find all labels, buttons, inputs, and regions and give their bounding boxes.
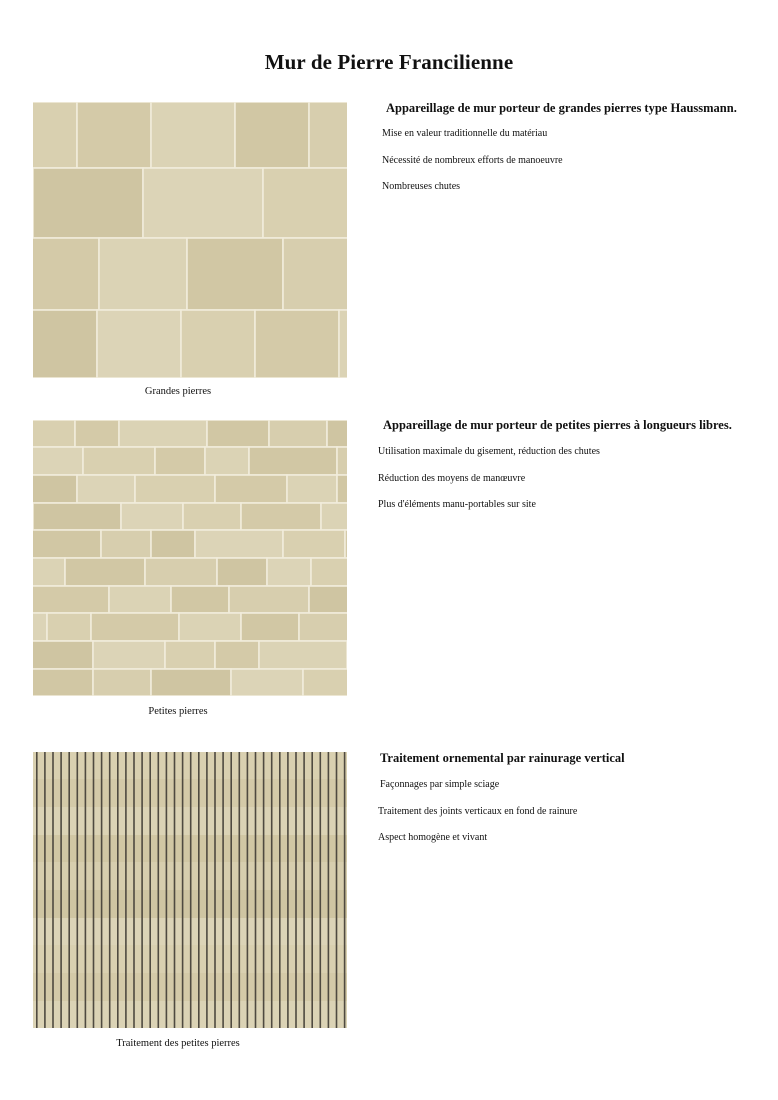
stone-block: [33, 420, 75, 447]
groove-line: [287, 752, 289, 1028]
groove-line: [336, 752, 338, 1028]
large-stones-caption: Grandes pierres: [144, 386, 212, 397]
small-stones-heading: Appareillage de mur porteur de petites pierres à longueurs libres.: [383, 418, 732, 432]
groove-line: [328, 752, 330, 1028]
stone-block: [121, 503, 183, 530]
stone-block: [101, 530, 151, 558]
large-stones-point-1: Mise en valeur traditionnelle du matériau: [382, 128, 548, 139]
groove-line: [141, 752, 143, 1028]
stone-block: [183, 503, 241, 530]
stone-block: [33, 102, 77, 168]
stone-block: [93, 641, 165, 669]
groove-line: [214, 752, 216, 1028]
stone-block: [143, 168, 263, 238]
groove-line: [320, 752, 322, 1028]
groove-line: [68, 752, 70, 1028]
groove-line: [247, 752, 249, 1028]
large-stones-point-3: Nombreuses chutes: [382, 181, 461, 192]
stone-block: [33, 586, 109, 613]
stone-block: [165, 641, 215, 669]
stone-block: [187, 238, 283, 310]
stone-block: [327, 420, 347, 447]
groove-line: [344, 752, 346, 1028]
stone-block: [249, 447, 337, 475]
groove-line: [166, 752, 168, 1028]
stone-block: [299, 613, 347, 641]
stone-block: [33, 641, 93, 669]
stone-block: [269, 420, 327, 447]
stone-block: [33, 310, 97, 378]
stone-block: [303, 669, 347, 696]
grooved-stones-texture: [33, 752, 347, 1028]
stone-block: [33, 475, 77, 503]
stone-block: [321, 503, 347, 530]
stone-block: [345, 530, 347, 558]
stone-block: [339, 310, 347, 378]
stone-block: [287, 475, 337, 503]
stone-block: [195, 530, 283, 558]
small-stones-point-2: Réduction des moyens de manœuvre: [378, 473, 526, 484]
groove-line: [230, 752, 232, 1028]
stone-block: [33, 530, 101, 558]
grooved-stones-caption: Traitement des petites pierres: [116, 1038, 240, 1049]
stone-block: [155, 447, 205, 475]
groove-line: [206, 752, 208, 1028]
page-title: Mur de Pierre Francilienne: [264, 50, 514, 74]
stone-block: [179, 613, 241, 641]
large-stones-heading: Appareillage de mur porteur de grandes pierres type Haussmann.: [386, 101, 737, 115]
grooved-stones-point-3: Aspect homogène et vivant: [378, 832, 488, 843]
stone-block: [283, 530, 345, 558]
stone-block: [135, 475, 215, 503]
stone-block: [241, 613, 299, 641]
stone-block: [207, 420, 269, 447]
grooved-stones-point-2: Traitement des joints verticaux en fond de rainure: [378, 806, 578, 817]
groove-line: [85, 752, 87, 1028]
stone-block: [33, 669, 93, 696]
groove-line: [295, 752, 297, 1028]
groove-line: [222, 752, 224, 1028]
stone-block: [171, 586, 229, 613]
stone-block: [77, 102, 151, 168]
stone-block: [47, 613, 91, 641]
stone-block: [33, 238, 99, 310]
groove-line: [60, 752, 62, 1028]
groove-line: [255, 752, 257, 1028]
groove-line: [271, 752, 273, 1028]
stone-block: [33, 613, 47, 641]
stone-block: [77, 475, 135, 503]
small-stones-texture: [33, 420, 347, 696]
stone-block: [83, 447, 155, 475]
groove-line: [36, 752, 38, 1028]
small-stones-caption: Petites pierres: [148, 706, 208, 717]
stone-block: [215, 641, 259, 669]
stone-block: [33, 447, 83, 475]
stone-block: [109, 586, 171, 613]
stone-block: [263, 168, 347, 238]
large-stones-point-2: Nécessité de nombreux efforts de manoeuvre: [382, 155, 563, 166]
groove-line: [303, 752, 305, 1028]
groove-line: [133, 752, 135, 1028]
stone-block: [267, 558, 311, 586]
stone-block: [151, 669, 231, 696]
groove-line: [182, 752, 184, 1028]
stone-block: [231, 669, 303, 696]
stone-block: [337, 447, 347, 475]
stone-block: [311, 558, 347, 586]
large-stones-texture: [33, 102, 347, 378]
grooved-stones-point-1: Façonnages par simple sciage: [380, 779, 500, 790]
stone-block: [181, 310, 255, 378]
stone-block: [283, 238, 347, 310]
stone-block: [337, 475, 347, 503]
small-stones-point-3: Plus d'éléments manu-portables sur site: [378, 499, 536, 510]
stone-block: [33, 558, 65, 586]
stone-block: [255, 310, 339, 378]
stone-block: [235, 102, 309, 168]
groove-line: [158, 752, 160, 1028]
stone-block: [33, 503, 121, 530]
small-stones-point-1: Utilisation maximale du gisement, réduction des chutes: [378, 446, 600, 457]
groove-line: [279, 752, 281, 1028]
stone-block: [151, 530, 195, 558]
stone-block: [241, 503, 321, 530]
stone-block: [309, 586, 347, 613]
groove-line: [52, 752, 54, 1028]
stone-block: [91, 613, 179, 641]
stone-block: [229, 586, 309, 613]
groove-line: [198, 752, 200, 1028]
groove-line: [190, 752, 192, 1028]
stone-block: [33, 168, 143, 238]
stone-block: [145, 558, 217, 586]
stone-block: [75, 420, 119, 447]
groove-line: [239, 752, 241, 1028]
groove-line: [174, 752, 176, 1028]
stone-block: [215, 475, 287, 503]
groove-line: [44, 752, 46, 1028]
groove-line: [311, 752, 313, 1028]
stone-block: [259, 641, 347, 669]
stone-block: [151, 102, 235, 168]
grooved-stones-heading: Traitement ornemental par rainurage vertical: [380, 751, 625, 765]
stone-block: [99, 238, 187, 310]
groove-line: [101, 752, 103, 1028]
groove-line: [125, 752, 127, 1028]
groove-line: [109, 752, 111, 1028]
groove-line: [77, 752, 79, 1028]
groove-line: [93, 752, 95, 1028]
groove-line: [117, 752, 119, 1028]
stone-block: [217, 558, 267, 586]
groove-line: [149, 752, 151, 1028]
stone-block: [205, 447, 249, 475]
groove-line: [263, 752, 265, 1028]
stone-block: [93, 669, 151, 696]
stone-block: [309, 102, 347, 168]
stone-block: [97, 310, 181, 378]
stone-block: [119, 420, 207, 447]
stone-block: [65, 558, 145, 586]
